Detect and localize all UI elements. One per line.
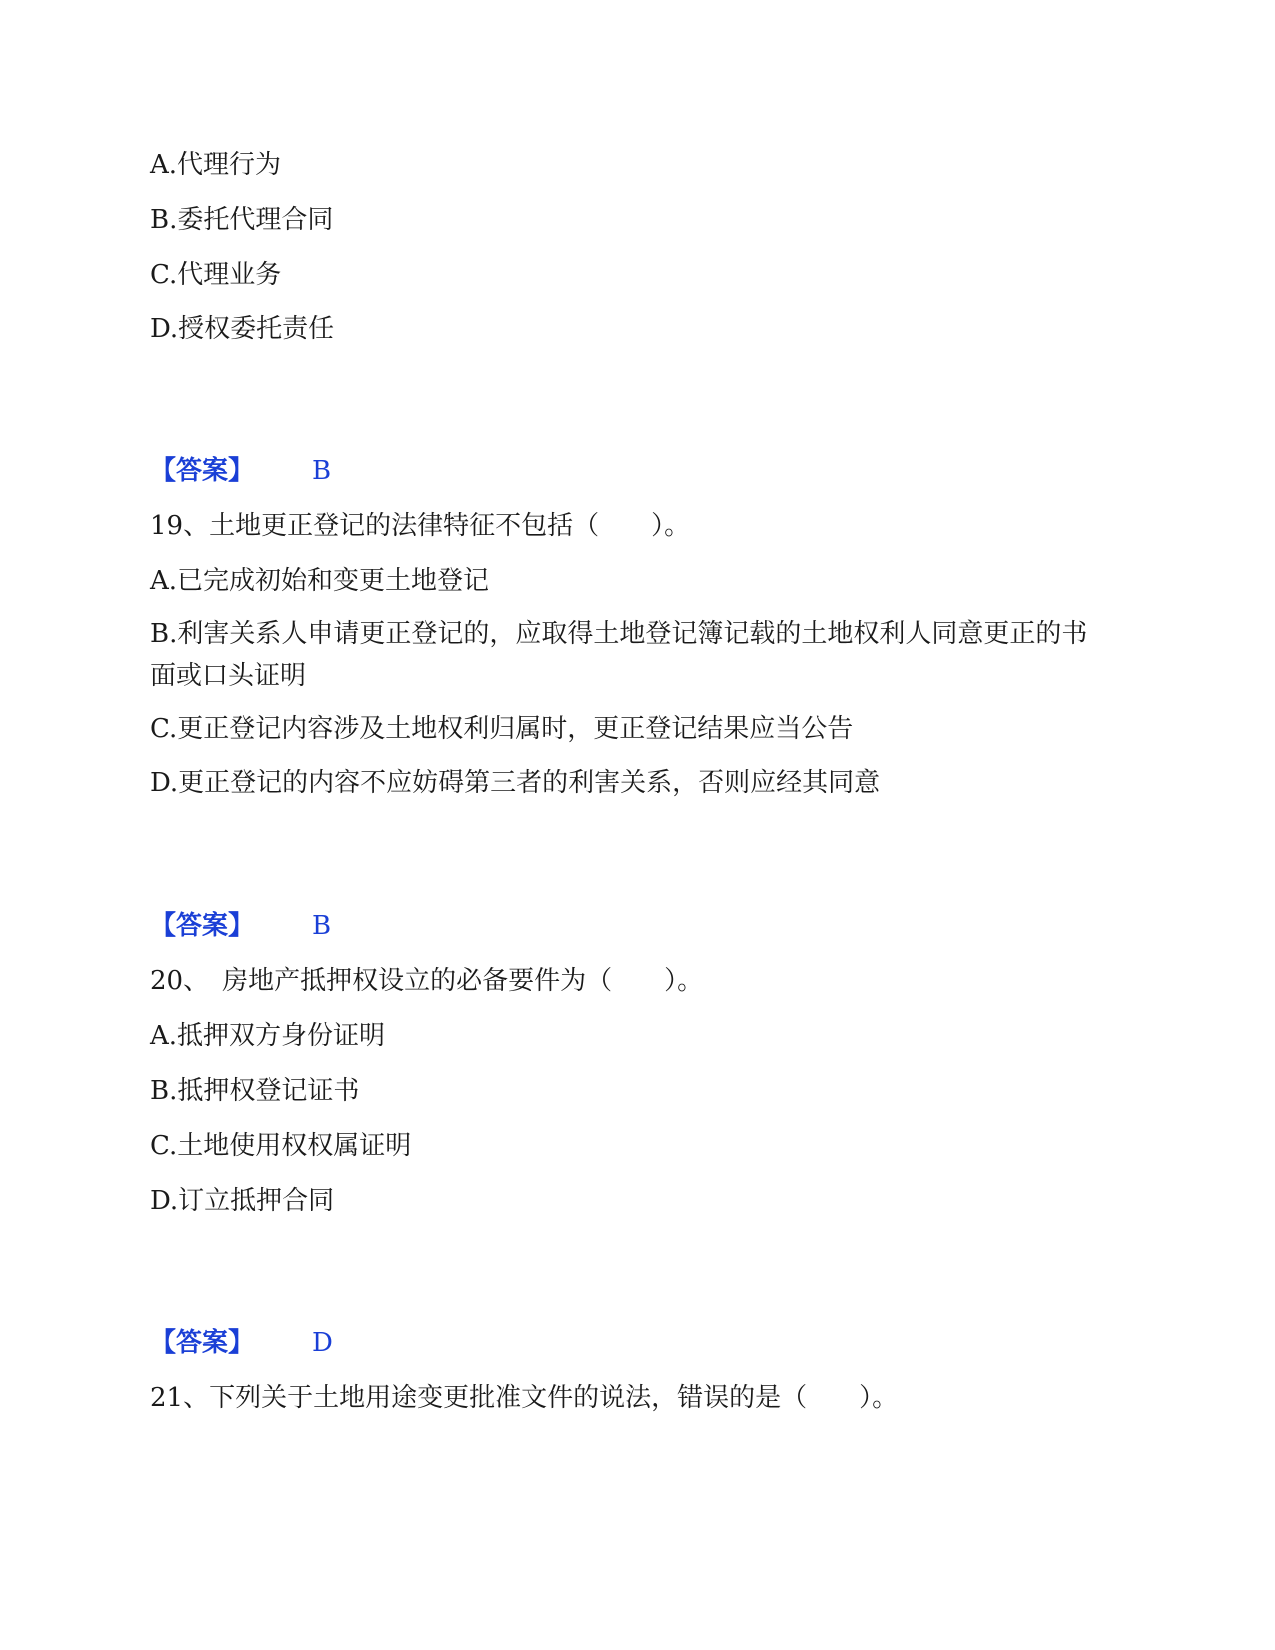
q19-option-d: D.更正登记的内容不应妨碍第三者的利害关系，否则应经其同意	[150, 768, 881, 798]
q18-option-d: D.授权委托责任	[150, 314, 335, 344]
q18-option-c: C.代理业务	[150, 260, 282, 290]
q18-option-b: B.委托代理合同	[150, 205, 334, 235]
answer-label: 【答案】	[150, 1328, 255, 1358]
q19-answer	[150, 911, 331, 941]
q19-option-b: B.利害关系人申请更正登记的，应取得土地登记簿记载的土地权利人同意更正的书面或口头证明	[150, 619, 1088, 691]
answer-value: D	[312, 1328, 333, 1358]
q20-question: 20、 房地产抵押权设立的必备要件为（ ）。	[150, 966, 704, 996]
q20-option-a: A.抵押双方身份证明	[150, 1021, 386, 1051]
q20-option-b: B.抵押权登记证书	[150, 1076, 360, 1106]
answer-label: 【答案】	[150, 456, 255, 486]
q19-option-c: C.更正登记内容涉及土地权利归属时，更正登记结果应当公告	[150, 714, 854, 744]
answer-value: B	[312, 456, 332, 486]
q20-option-d: D.订立抵押合同	[150, 1186, 335, 1216]
q18-answer	[150, 456, 331, 486]
q21-question: 21、下列关于土地用途变更批准文件的说法，错误的是（ ）。	[150, 1383, 899, 1413]
q20-option-c: C.土地使用权权属证明	[150, 1131, 412, 1161]
q19-question: 19、土地更正登记的法律特征不包括（ ）。	[150, 511, 691, 541]
q20-answer	[150, 1328, 333, 1358]
q18-option-a: A.代理行为	[150, 150, 282, 180]
answer-value: B	[312, 911, 332, 941]
q19-option-a: A.已完成初始和变更土地登记	[150, 566, 490, 596]
answer-label: 【答案】	[150, 911, 255, 941]
